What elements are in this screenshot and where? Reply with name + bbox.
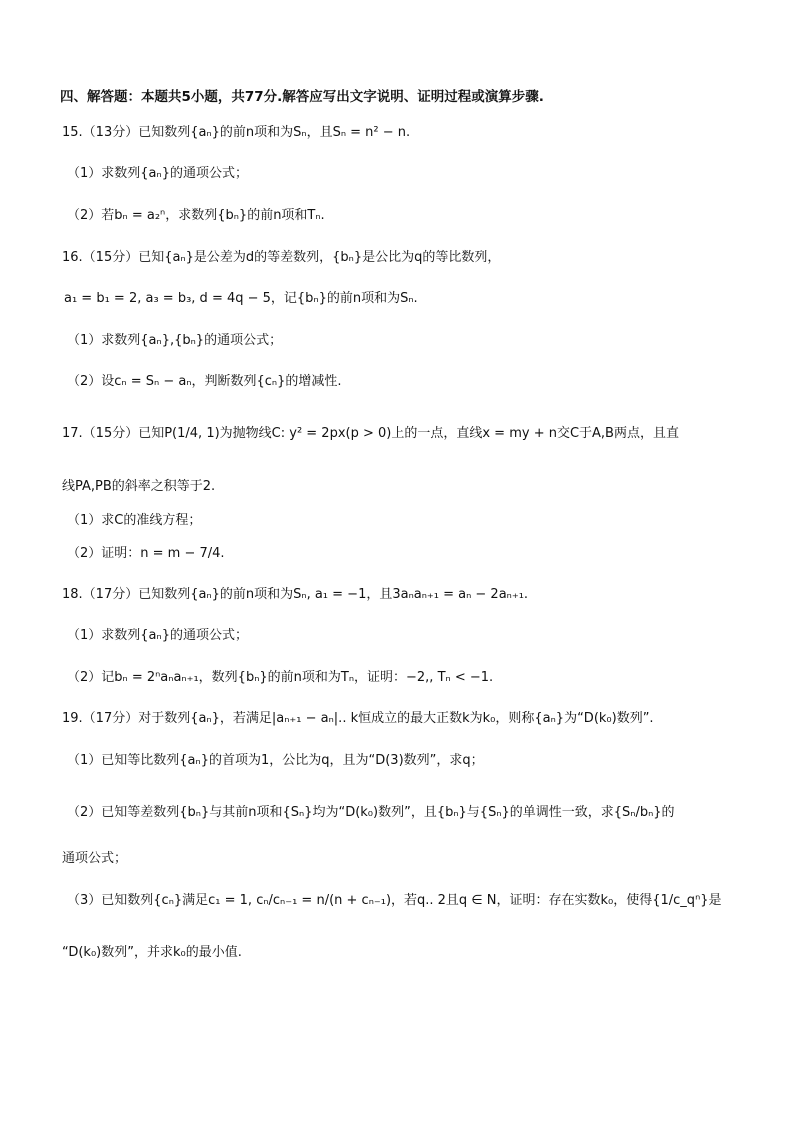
q19-part2-line2: 通项公式； <box>62 851 128 866</box>
q17-part2: （2）证明：n = m − 7/4. <box>67 546 225 561</box>
q17-part1: （1）求C的准线方程； <box>67 513 202 528</box>
q17-stem-line1: 17.（15分）已知P(1/4, 1)为抛物线C: y² = 2px(p > 0)上的一点，直线x = my + n交C于A,B两点，且直 <box>62 426 679 441</box>
q15-stem: 15.（13分）已知数列{aₙ}的前n项和为Sₙ，且Sₙ = n² − n. <box>62 125 411 140</box>
q15-part2: （2）若bₙ = a₂ⁿ，求数列{bₙ}的前n项和Tₙ. <box>67 208 325 223</box>
q16-stem: 16.（15分）已知{aₙ}是公差为d的等差数列，{bₙ}是公比为q的等比数列， <box>62 250 501 265</box>
q15-part1: （1）求数列{aₙ}的通项公式； <box>67 166 248 181</box>
q16-part2: （2）设cₙ = Sₙ − aₙ，判断数列{cₙ}的增减性. <box>67 374 342 389</box>
q18-part2: （2）记bₙ = 2ⁿaₙaₙ₊₁，数列{bₙ}的前n项和为Tₙ，证明：−2,, Tₙ < −1. <box>67 670 494 685</box>
q16-part1: （1）求数列{aₙ},{bₙ}的通项公式； <box>67 333 283 348</box>
q18-stem: 18.（17分）已知数列{aₙ}的前n项和为Sₙ, a₁ = −1，且3aₙaₙ₊₁ = aₙ − 2aₙ₊₁. <box>62 587 529 602</box>
q19-part1: （1）已知等比数列{aₙ}的首项为1，公比为q，且为“D(3)数列”，求q； <box>67 753 484 768</box>
q19-part3-line1: （3）已知数列{cₙ}满足c₁ = 1, cₙ/cₙ₋₁ = n/(n + cₙ₋₁)，若q.. 2且q ∈ N，证明：存在实数k₀，使得{1/c_qⁿ}是 <box>67 893 722 908</box>
q18-part1: （1）求数列{aₙ}的通项公式； <box>67 628 248 643</box>
q19-stem: 19.（17分）对于数列{aₙ}，若满足|aₙ₊₁ − aₙ|.. k恒成立的最大正数k为k₀，则称{aₙ}为“D(k₀)数列”. <box>62 711 654 726</box>
q16-condition: a₁ = b₁ = 2, a₃ = b₃, d = 4q − 5，记{bₙ}的前n项和为Sₙ. <box>64 291 418 306</box>
q19-part2-line1: （2）已知等差数列{bₙ}与其前n项和{Sₙ}均为“D(k₀)数列”，且{bₙ}与{Sₙ}的单调性一致，求{Sₙ/bₙ}的 <box>67 805 675 820</box>
q17-stem-line2: 线PA,PB的斜率之积等于2. <box>62 479 216 494</box>
section-title: 四、解答题：本题共5小题，共77分.解答应写出文字说明、证明过程或演算步骤. <box>60 89 544 105</box>
q19-part3-line2: “D(k₀)数列”，并求k₀的最小值. <box>62 945 242 960</box>
